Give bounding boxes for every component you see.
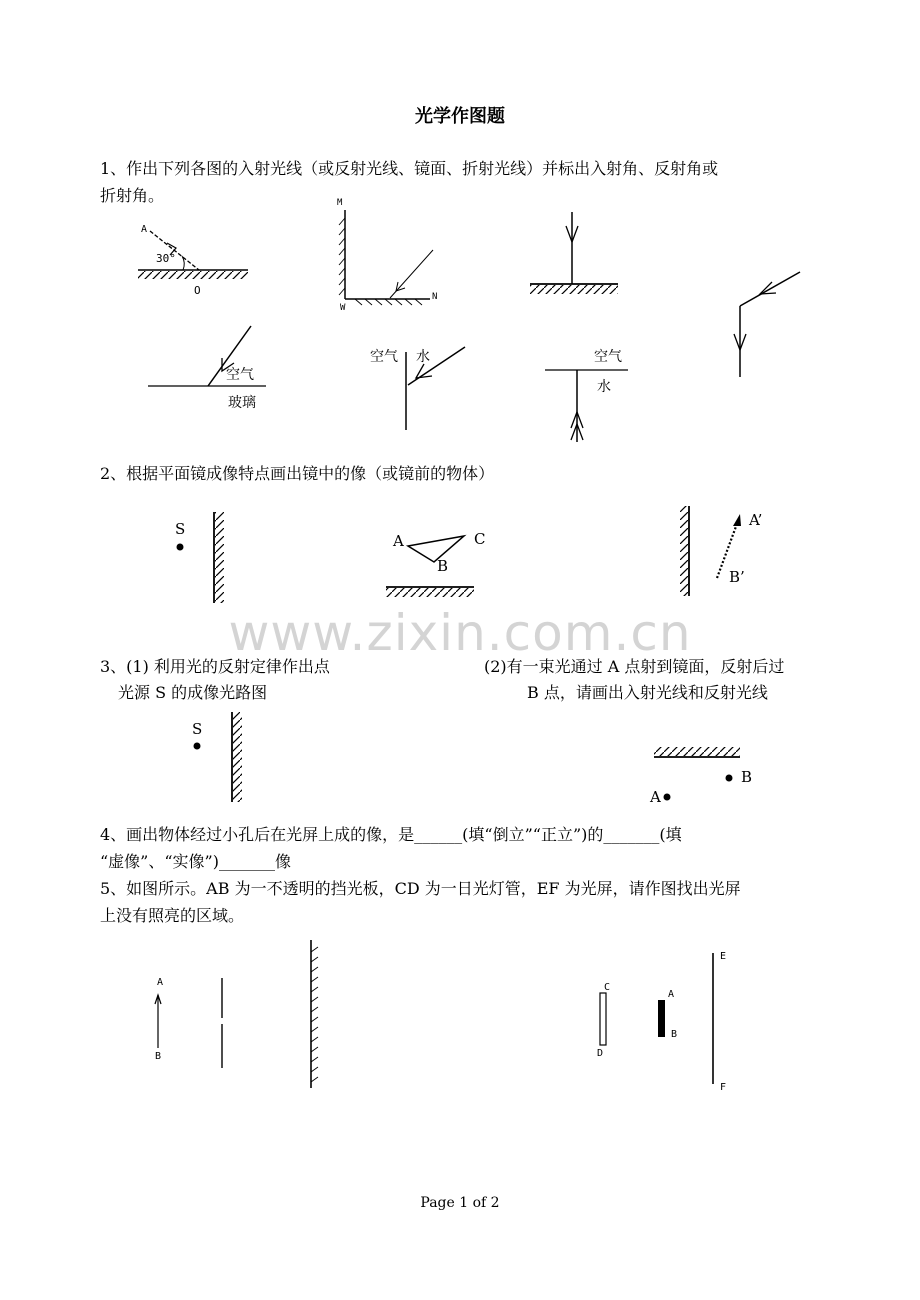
q1-fig2-label-n: N <box>432 292 438 302</box>
q5-fig2-label-e: E <box>720 951 727 962</box>
q1-figure-2 <box>339 210 433 305</box>
q1-figure-7 <box>545 370 628 442</box>
q1-fig1-label-a: A <box>141 224 148 235</box>
q5-fig2-label-c: C <box>604 982 611 993</box>
q3-label-s: S <box>192 720 203 738</box>
q1-fig1-label-o: O <box>194 284 201 297</box>
q5-text-line1: 5、如图所示。AB 为一不透明的挡光板，CD 为一日光灯管，EF 为光屏，请作图找出光屏 <box>100 879 741 898</box>
q1-figure-6 <box>406 347 465 430</box>
page-footer: Page 1 of 2 <box>420 1195 500 1211</box>
q3-right-line2: B 点，请画出入射光线和反射光线 <box>527 683 768 702</box>
q5-fig2-label-d: D <box>597 1048 604 1059</box>
q2-fig1-label-s: S <box>175 520 186 538</box>
q5-fig2-label-f: F <box>720 1082 727 1093</box>
q3-left-line2: 光源 S 的成像光路图 <box>118 683 268 702</box>
q1-fig7-label-water: 水 <box>597 379 611 395</box>
q2-fig2-label-a: A <box>393 532 404 550</box>
q1-fig2-label-m: M <box>337 198 343 208</box>
q5-fig1-label-a: A <box>157 977 164 988</box>
q1-text-line1: 1、作出下列各图的入射光线（或反射光线、镜面、折射光线）并标出入射角、反射角或 <box>100 159 719 178</box>
q1-figure-1 <box>138 231 248 279</box>
q1-figure-3 <box>530 212 618 294</box>
q5-fig2-label-a: A <box>668 989 675 1000</box>
q1-fig1-label-angle: 30° <box>156 252 176 265</box>
q5-fig2-label-b: B <box>671 1029 678 1040</box>
watermark: www.zixin.com.cn <box>228 604 692 662</box>
q1-fig5-label-air: 空气 <box>226 367 254 383</box>
q1-figure-4 <box>734 272 800 377</box>
q1-text-line2: 折射角。 <box>100 186 165 205</box>
q1-fig5-label-glass: 玻璃 <box>228 395 256 411</box>
q1-fig6-label-water: 水 <box>416 349 430 365</box>
q2-fig3-label-a: A’ <box>749 511 763 529</box>
q5-text-line2: 上没有照亮的区域。 <box>100 906 245 925</box>
q1-fig7-label-air: 空气 <box>594 349 622 365</box>
q2-fig3-label-b: B’ <box>729 568 745 586</box>
q3-left-line1: 3、(1) 利用光的反射定律作出点 <box>100 657 330 676</box>
q4-text-line2: “虚像”、“实像”)_______像 <box>100 852 291 871</box>
q2-fig2-label-b: B <box>437 557 449 575</box>
q1-fig2-label-w: W <box>340 303 346 313</box>
q1-fig6-label-air: 空气 <box>370 349 398 365</box>
q3-figure-2 <box>654 747 740 801</box>
q2-fig2-label-c: C <box>474 530 486 548</box>
q5-figure-1 <box>155 940 318 1088</box>
q3-label-b: B <box>741 768 753 786</box>
q2-text: 2、根据平面镜成像特点画出镜中的像（或镜前的物体） <box>100 464 495 483</box>
page-title: 光学作图题 <box>415 106 505 127</box>
q3-label-a: A <box>650 788 661 806</box>
q3-right-line1: (2)有一束光通过 A 点射到镜面，反射后过 <box>484 657 785 676</box>
q5-figure-2 <box>600 953 713 1084</box>
q5-fig1-label-b: B <box>155 1051 162 1062</box>
q4-text-line1: 4、画出物体经过小孔后在光屏上成的像，是______(填“倒立”“正立”)的_______(填 <box>100 825 682 844</box>
